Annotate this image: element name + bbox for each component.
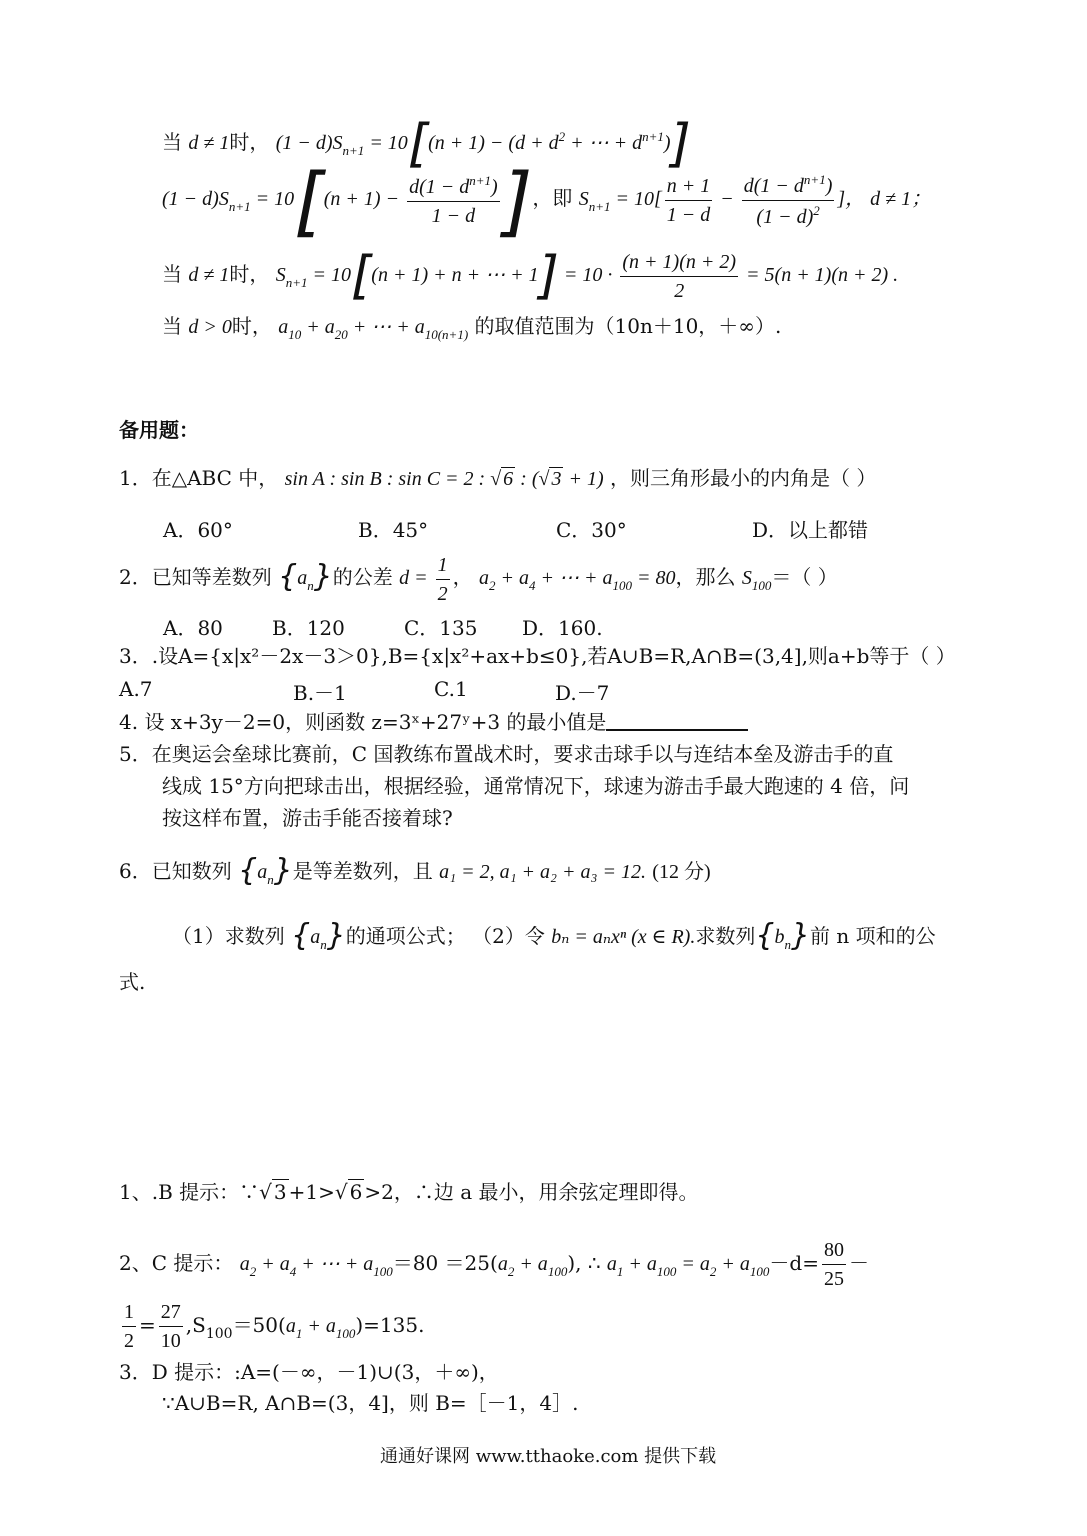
question-1-lead: 1．在△ABC 中， bbox=[119, 466, 279, 490]
answer-1: 1、.B 提示：∵√ 3 +1>√ 6 >2，∴边 a 最小，用余弦定理即得。 bbox=[119, 1180, 699, 1204]
answer-1-mid: +1> bbox=[288, 1180, 335, 1204]
condition: d ≠ 1 bbox=[188, 131, 230, 154]
answer-2-end: )=135. bbox=[355, 1313, 425, 1337]
question-6-part bbox=[172, 918, 936, 954]
condition: d > 0 bbox=[188, 316, 232, 338]
question-1-option-d: D．以上都错 bbox=[752, 518, 869, 542]
comma: ， bbox=[452, 565, 473, 590]
derivation-line-2 bbox=[162, 155, 932, 245]
formula-right: $S_{n+1} = 10$[ $\frac{n + 1}{1 - d}$ − $\frac{d(1 - d^{n+1})}{(1 - d)^2}$ ] bbox=[578, 172, 846, 228]
question-1-option-c: C．30° bbox=[556, 518, 627, 542]
text-then: 时， bbox=[229, 262, 270, 287]
answer-2-sum: $a_2 + a_4$ + ⋯ + $a_{100}$ bbox=[239, 1253, 393, 1279]
answer-2-continued: $\frac{1}{2}$ = $\frac{27}{10}$ $,S_{100}=50(a_1 + a_{100})=135$. bbox=[124, 1301, 425, 1352]
question-2-option-b: B．120 bbox=[272, 616, 345, 640]
question-1 bbox=[119, 466, 876, 491]
question-1-formula: sin A : sin B : sin C = 2 : √ 6 : (√ 3 + 1) bbox=[284, 468, 604, 490]
question-2-tail: ＝（ ） bbox=[771, 565, 838, 590]
question-5-line-2: 线成 15°方向把球击出，根据经验，通常情况下，球速为游击手最大跑速的 4 倍，问 bbox=[162, 774, 910, 798]
question-2-option-c: C．135 bbox=[404, 616, 478, 640]
answer-3-line-2: ∵A∪B=R, A∩B=(3，4]，则 B=［－1，4］. bbox=[162, 1391, 579, 1415]
common-difference: d = $\frac{1}{2}$ bbox=[399, 554, 448, 605]
question-4-text: 4. 设 x+3y－2=0，则函数 z=3ˣ+27ʸ+3 的最小值是 bbox=[119, 710, 607, 734]
answer-2-eq1: ＝80 ＝25( bbox=[392, 1251, 498, 1275]
text-then: 时， bbox=[229, 129, 270, 154]
answer-blank bbox=[606, 711, 748, 731]
question-2-lead: 2．已知等差数列 bbox=[119, 565, 272, 590]
question-2 bbox=[119, 553, 838, 606]
text-when: 当 bbox=[162, 129, 182, 154]
question-5-line-1: 5．在奥运会垒球比赛前，C 国教练布置战术时，要求击球手以与连结本垒及游击手的直 bbox=[119, 742, 894, 766]
answer-1-lead: 1、.B 提示：∵ bbox=[119, 1180, 260, 1204]
text-then: 时， bbox=[231, 314, 272, 338]
sequence-a: $\{a_n\}$ bbox=[278, 559, 333, 595]
question-3-option-c: C.1 bbox=[434, 677, 468, 701]
s100: $S_{100}$ bbox=[741, 567, 772, 594]
question-6-mid: 是等差数列，且 bbox=[292, 859, 433, 883]
page-footer: 通通好课网 www.tthaoke.com 提供下载 bbox=[380, 1446, 717, 1467]
answer-1-tail: >2，∴边 a 最小，用余弦定理即得。 bbox=[364, 1180, 699, 1204]
condition-tail: ， d ≠ 1； bbox=[845, 188, 932, 211]
question-4 bbox=[119, 710, 748, 734]
answer-2-lead: 2、C 提示： bbox=[119, 1251, 234, 1275]
derivation-line-4 bbox=[162, 314, 781, 343]
question-3: 3．.设A={x|x²－2x－3＞0},B={x|x²+ax+b≤0},若A∪B=R,A∩B=(3,4],则a+b等于（ ） bbox=[119, 644, 956, 668]
derivation-line-1 bbox=[162, 114, 691, 174]
answer-2-rel: $a_1 + a_{100} = a_2 + a_{100}$ bbox=[606, 1253, 770, 1279]
formula: $a_{10} + a_{20}$ + ⋯ + $a_{10(n+1)}$ bbox=[278, 316, 469, 342]
derivation-line-3 bbox=[162, 246, 899, 307]
formula-left: $(1 - d)S_{n+1} = 10[(n + 1)$ − $\frac{d(1 - d^{n+1})}{1 - d}$ ] bbox=[162, 155, 533, 245]
text-when: 当 bbox=[162, 262, 182, 287]
question-1-option-b: B．45° bbox=[358, 518, 429, 542]
text-when: 当 bbox=[162, 314, 182, 338]
answer-2-s: ,S bbox=[185, 1313, 206, 1337]
s-subscript: 100 bbox=[205, 1326, 233, 1342]
part-2-formula: bₙ = aₙxⁿ (x ∈ R). bbox=[551, 926, 696, 948]
sequence-a: $\{a_n\}$ bbox=[238, 853, 293, 888]
score: (12 分) bbox=[652, 861, 711, 883]
answer-2-pair: $a_2 + a_{100}$ bbox=[497, 1253, 568, 1279]
question-5-line-3: 按这样布置，游击手能否接着球? bbox=[162, 806, 453, 830]
question-3-option-a: A.7 bbox=[119, 677, 153, 701]
question-6 bbox=[119, 853, 711, 889]
question-3-option-d: D.－7 bbox=[555, 681, 610, 705]
answer-2-pair2: $a_1 + a_{100}$ bbox=[285, 1315, 356, 1341]
question-6-condition: a₁ = 2, a₁ + a₂ + a₃ = 12. bbox=[439, 861, 646, 883]
answer-2 bbox=[119, 1238, 869, 1291]
formula: $(1 - d)S_{n+1} = 10[(n + 1) - (d + d^2$ + ⋯ + $d^{n+1}$)] bbox=[275, 114, 691, 174]
answer-2-eq2: ), ∴ bbox=[567, 1251, 601, 1275]
part-2-tail: 求数列 bbox=[695, 924, 756, 948]
question-2-option-a: A．80 bbox=[163, 616, 223, 640]
condition: d ≠ 1 bbox=[188, 264, 230, 287]
section-heading: 备用题： bbox=[119, 418, 199, 442]
question-2-then: ，那么 bbox=[675, 565, 736, 590]
range-text: 的取值范围为（10n＋10，＋∞）. bbox=[474, 314, 782, 338]
question-6-last: 式. bbox=[119, 970, 146, 994]
answer-2-tail: － bbox=[848, 1251, 869, 1275]
formula: $S_{n+1} = 10[(n + 1) + n$ + ⋯ + 1] = 10 · $\frac{(n + 1)(n + 2)}{2}$ = 5(n + 1)(n + 2) . bbox=[275, 246, 899, 307]
sequence-b: $\{b_n\}$ bbox=[755, 918, 811, 953]
question-2-mid: 的公差 bbox=[332, 565, 393, 590]
question-1-option-a: A．60° bbox=[163, 518, 233, 542]
answer-3-line-1: 3．D 提示：:A=(－∞，－1)∪(3，＋∞)， bbox=[119, 1360, 499, 1384]
fraction-1-2: $\frac{1}{2}$ bbox=[124, 1301, 134, 1352]
fraction-27-10: $\frac{27}{10}$ bbox=[160, 1301, 181, 1352]
question-2-sum: $a_2 + a_4$ + ⋯ + $a_{100} = 80$ bbox=[479, 567, 676, 594]
sequence-a: $\{a_n\}$ bbox=[291, 918, 346, 953]
answer-2-eq3: －d= bbox=[769, 1251, 819, 1275]
part-1-tail: 的通项公式； （2）令 bbox=[345, 924, 545, 948]
fraction-80-25: $\frac{80}{25}$ bbox=[823, 1239, 844, 1290]
part-2-end: 前 n 项和的公 bbox=[810, 924, 936, 948]
question-2-option-d: D．160. bbox=[522, 616, 603, 640]
text-namely: ，即 bbox=[532, 186, 573, 211]
question-3-option-b: B.－1 bbox=[293, 681, 347, 705]
part-1-lead: （1）求数列 bbox=[172, 924, 285, 948]
question-6-lead: 6．已知数列 bbox=[119, 859, 232, 883]
question-1-tail: ，则三角形最小的内角是（ ） bbox=[609, 466, 877, 490]
answer-2-rest: ＝50( bbox=[232, 1313, 286, 1337]
